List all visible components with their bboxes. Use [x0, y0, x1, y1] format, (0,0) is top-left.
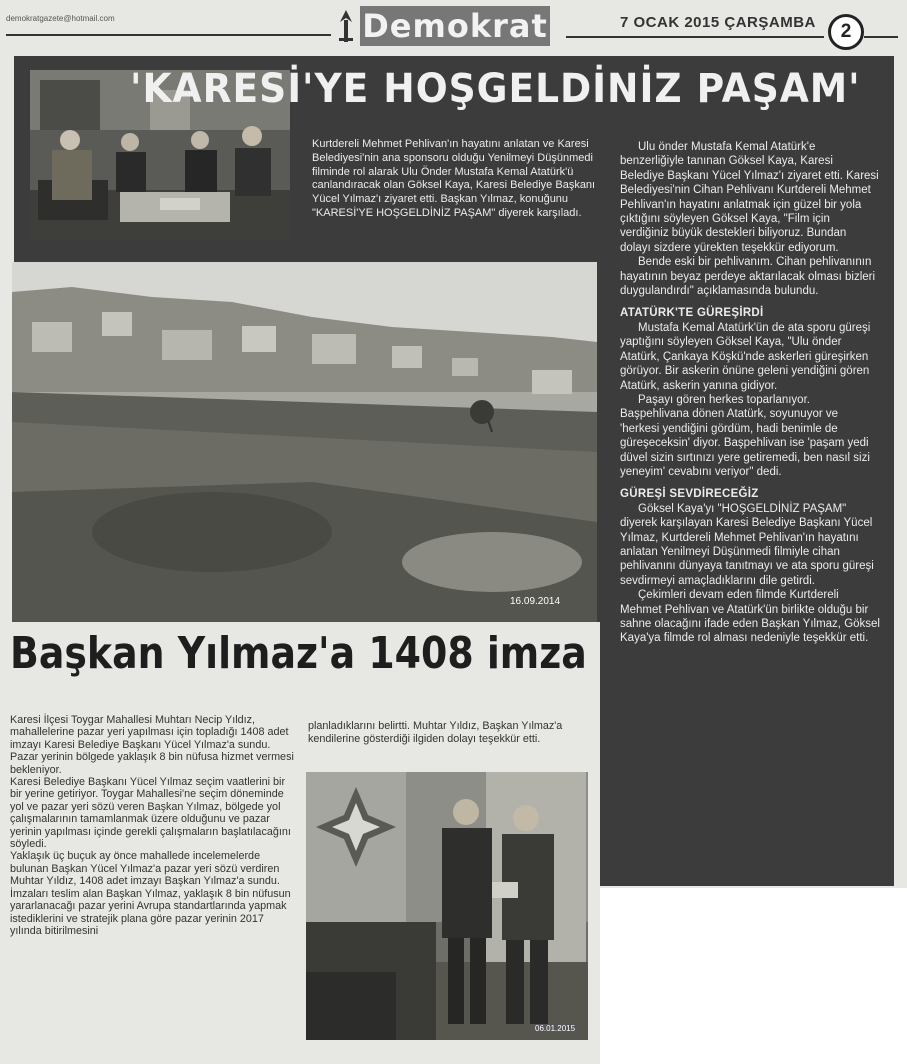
header-rule-left	[6, 34, 331, 36]
header-rule-right	[566, 36, 824, 38]
story1-intro: Kurtdereli Mehmet Pehlivan'ın hayatını anlatan ve Karesi Belediyesi'nin ana sponsoru olduğu Yenilmeyi Düşünmedi filminde rol alarak Ulu Önder Mustafa Kemal Atatürk'ü canlandıracak olan Göksel Kaya, Karesi Belediye Başkanı Yücel Yılmaz'ı ziyaret etti. Başkan Yılmaz, konuğunu "KARESİ'YE HOŞGELDİNİZ PAŞAM" diyerek karşıladı.	[312, 138, 596, 219]
handover-photo	[306, 772, 588, 1040]
story2-paragraph: İmzaları teslim alan Başkan Yılmaz, yaklaşık 8 bin nüfusun yararlanacağı pazar yerini Avrupa standartlarında yapmak istediklerini ve stratejik plana göre pazar yerinin 2017 yılında bitirilmesini	[10, 887, 291, 937]
story1-body	[620, 140, 880, 646]
story2-paragraph: Karesi Belediye Başkanı Yücel Yılmaz seçim vaatlerini bir bir yerine getiriyor. Toygar Mahallesi'ne seçim döneminde yol ve pazar yeri sözü veren Başkan Yılmaz, bölgede yol çalışmalarının tamamlanmak üzere olduğunu ve pazar yerinin yapılması içinde gerekli çalışmaların başlatılacağını söyledi.	[10, 776, 291, 851]
header-rule-far-right	[864, 36, 898, 38]
logo-emblem-icon	[336, 8, 356, 44]
story1-paragraph: Paşayı gören herkes toparlanıyor. Başpehlivana dönen Atatürk, soyunuyor ve 'herkesi yendiğini gördüm, hadi benimle de güreşeceksin' diyor. Başpehlivan ise 'paşam yedi düvel sizin sırtınızı yere getiremedi, ben nasıl sizi yeneyim' cevabını veriyor" dedi.	[620, 393, 870, 478]
blank-margin	[600, 888, 907, 1064]
story1-paragraph: Göksel Kaya'yı "HOŞGELDİNİZ PAŞAM" diyerek karşılayan Karesi Belediye Başkanı Yücel Yılmaz, Kurtdereli Mehmet Pehlivan'ın hayatını anlatan Yenilmeyi Düşünmedi filmiyle cihan pehlivanını dünyaya tanıtmayı ve ata sporu güreşi sevdirmeyi amaçladıklarını dile getirdi.	[620, 502, 874, 587]
story2-column-2: planladıklarını belirtti. Muhtar Yıldız, Başkan Yılmaz'a kendilerine gösterdiği ilgiden dolayı teşekkür etti.	[308, 720, 563, 745]
story2-headline: Başkan Yılmaz'a 1408 imza	[10, 628, 587, 679]
page-number: 2	[828, 14, 864, 50]
story1-headline: 'KARESİ'YE HOŞGELDİNİZ PAŞAM'	[130, 66, 861, 112]
story2-paragraph: Karesi İlçesi Toygar Mahallesi Muhtarı Necip Yıldız, mahallelerine pazar yeri yapılması için topladığı 1408 adet imzayı Karesi Belediye Başkanı Yücel Yılmaz'a sundu. Pazar yerinin bölgede yaklaşık 8 bin nüfusa hizmet vermesi bekleniyor.	[10, 714, 294, 776]
story1-paragraph: Çekimleri devam eden filmde Kurtdereli Mehmet Pehlivan ve Atatürk'ün birlikte olduğu bir sahne olacağını ifade eden Başkan Yılmaz, Göksel Kaya'ya filmde rol alması nedeniyle teşekkür etti.	[620, 589, 880, 645]
landscape-photo	[12, 262, 597, 622]
photo-timestamp: 16.09.2014	[510, 596, 561, 607]
story1-paragraph: Mustafa Kemal Atatürk'ün de ata sporu güreşi yaptığını söyleyen Göksel Kaya, "Ulu önder Atatürk, Çankaya Köşkü'nde askerleri güreşirken görüyor. Bir askerin önüne geleni yendiğini gören Atatürk, askerin yanına gidiyor.	[620, 321, 871, 392]
story1-paragraph: Ulu önder Mustafa Kemal Atatürk'e benzerliğiyle tanınan Göksel Kaya, Karesi Belediye Başkanı Yücel Yılmaz'ı ziyaret etti. Karesi Belediyesi'nin Cihan Pehlivanı Kurtdereli Mehmet Pehlivan'ın hayatını anlatmak için güzel bir yola çıktığını söyleyen Göksel Kaya, "Film için verdiğiniz büyük destekleri biliyoruz. Bundan dolayı sizdere yürekten teşekkür ediyorum.	[620, 141, 879, 254]
story1-subheading: ATATÜRK'TE GÜREŞİRDİ	[620, 307, 764, 320]
story1-subheading: GÜREŞİ SEVDİRECEĞİZ	[620, 488, 759, 501]
story1-paragraph: Bende eski bir pehlivanım. Cihan pehlivanının hayatının beyaz perdeye aktarılacak olması bizleri duygulandırdı" açıklamasında bulundu.	[620, 256, 876, 298]
header-email: demokratgazete@hotmail.com	[6, 14, 115, 23]
photo-timestamp: 06.01.2015	[535, 1024, 576, 1033]
newspaper-logo: Demokrat	[360, 6, 550, 46]
story2-column-1	[10, 714, 295, 937]
issue-date: 7 OCAK 2015 ÇARŞAMBA	[620, 14, 816, 31]
story2-paragraph: Yaklaşık üç buçuk ay önce mahallede incelemelerde bulunan Başkan Yücel Yılmaz'a pazar yeri sözü verdiren Muhtar Yıldız, 1408 adet imzayı Başkan Yılmaz'a sundu.	[10, 850, 280, 888]
